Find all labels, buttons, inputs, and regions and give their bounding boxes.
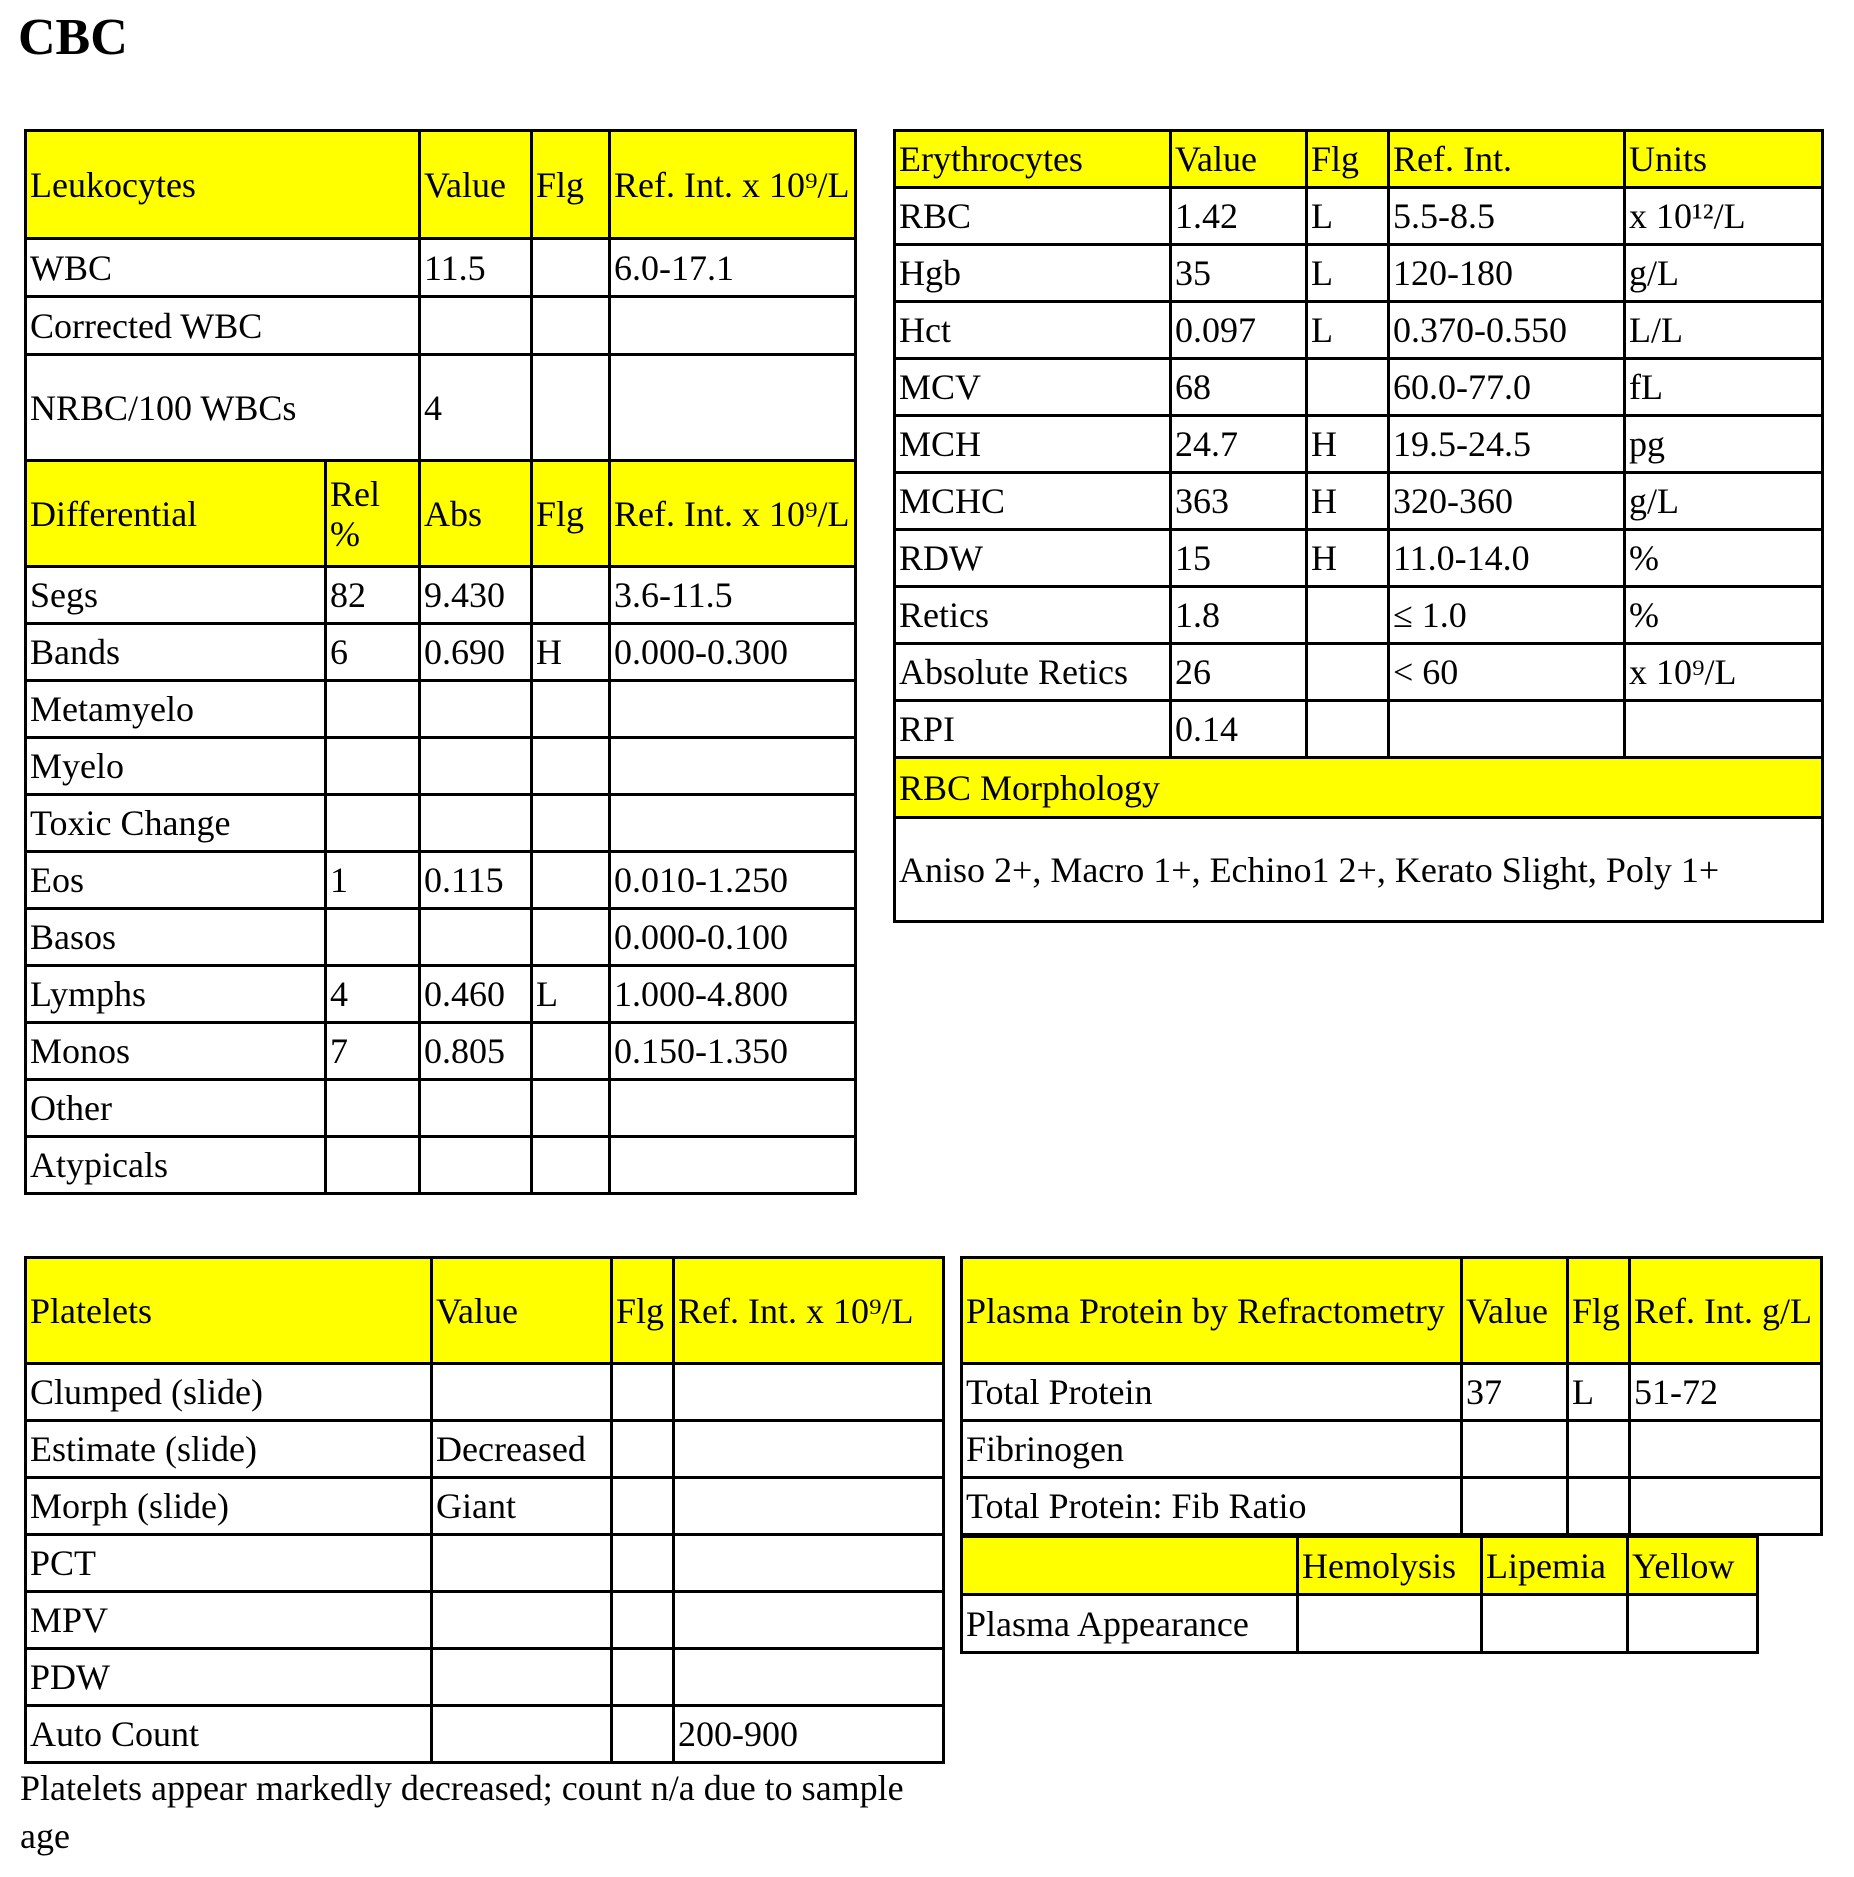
table-row [895,359,1823,416]
table-row [895,245,1823,302]
erythrocyte-value: 24.7 [1171,416,1307,473]
differential-ref: 0.000-0.300 [610,624,856,681]
erythrocyte-flag: H [1307,473,1389,530]
differential-ref [610,738,856,795]
page-title: CBC [18,9,128,66]
differential-flag: H [532,624,610,681]
plasma-protein-value: 37 [1462,1364,1568,1421]
yellow-header: Yellow [1628,1537,1758,1595]
platelet-flag [612,1592,674,1649]
differential-abs-header: Abs [420,461,532,567]
differential-name: Other [26,1080,326,1137]
platelet-ref [674,1535,944,1592]
differential-name: Bands [26,624,326,681]
differential-abs [420,681,532,738]
differential-ref [610,795,856,852]
leukocyte-ref [610,355,856,461]
table-row [26,1137,856,1194]
erythrocyte-flag [1307,701,1389,758]
plasma-appearance-table [960,1535,1759,1654]
platelet-flag [612,1421,674,1478]
leukocyte-value [420,297,532,355]
platelet-value: Decreased [432,1421,612,1478]
table-row [26,1649,944,1706]
differential-name: Metamyelo [26,681,326,738]
plasma-protein-flag-header: Flg [1568,1258,1630,1364]
erythrocyte-name: Hgb [895,245,1171,302]
erythrocyte-name: RPI [895,701,1171,758]
platelet-name: Auto Count [26,1706,432,1763]
plasma-protein-ref-header: Ref. Int. g/L [1630,1258,1822,1364]
differential-abs: 0.460 [420,966,532,1023]
erythrocyte-name: MCH [895,416,1171,473]
differential-flag [532,1023,610,1080]
erythrocyte-ref: 5.5-8.5 [1389,188,1625,245]
platelet-ref [674,1421,944,1478]
table-row [895,473,1823,530]
platelets-value-header: Value [432,1258,612,1364]
erythrocyte-units: x 10¹²/L [1625,188,1823,245]
platelet-flag [612,1364,674,1421]
platelet-value [432,1535,612,1592]
platelets-flag-header: Flg [612,1258,674,1364]
differential-ref [610,1080,856,1137]
platelet-ref: 200-900 [674,1706,944,1763]
plasma-protein-name: Fibrinogen [962,1421,1462,1478]
differential-rel: 1 [326,852,420,909]
erythrocyte-name: MCHC [895,473,1171,530]
platelets-ref-header: Ref. Int. x 10⁹/L [674,1258,944,1364]
differential-abs [420,738,532,795]
differential-name: Myelo [26,738,326,795]
table-row [26,1421,944,1478]
erythrocyte-units: pg [1625,416,1823,473]
differential-abs: 0.690 [420,624,532,681]
differential-rel: 6 [326,624,420,681]
platelets-header: Platelets [26,1258,432,1364]
leukocyte-ref: 6.0-17.1 [610,239,856,297]
differential-rel: 82 [326,567,420,624]
differential-rel [326,909,420,966]
differential-name: Segs [26,567,326,624]
leukocyte-flag [532,355,610,461]
platelet-name: PDW [26,1649,432,1706]
table-row [895,416,1823,473]
erythrocyte-value: 15 [1171,530,1307,587]
table-row [895,188,1823,245]
table-row [895,587,1823,644]
platelet-name: PCT [26,1535,432,1592]
erythrocyte-ref: 120-180 [1389,245,1625,302]
erythrocyte-name: Retics [895,587,1171,644]
erythrocytes-value-header: Value [1171,131,1307,188]
erythrocyte-ref: 11.0-14.0 [1389,530,1625,587]
table-row [26,624,856,681]
leukocyte-ref [610,297,856,355]
differential-rel-header: Rel % [326,461,420,567]
plasma-protein-flag: L [1568,1364,1630,1421]
table-row [26,738,856,795]
leukocytes-header-row [26,131,856,239]
table-row [962,1595,1758,1653]
plasma-protein-ref [1630,1421,1822,1478]
platelet-name: Clumped (slide) [26,1364,432,1421]
table-row [962,1364,1822,1421]
erythrocyte-units: fL [1625,359,1823,416]
erythrocyte-ref: < 60 [1389,644,1625,701]
differential-name: Basos [26,909,326,966]
differential-flag [532,795,610,852]
table-row [26,1364,944,1421]
platelet-ref [674,1364,944,1421]
hemolysis-header: Hemolysis [1298,1537,1482,1595]
leukocyte-name: Corrected WBC [26,297,420,355]
erythrocyte-units [1625,701,1823,758]
erythrocyte-flag: L [1307,302,1389,359]
differential-rel [326,681,420,738]
differential-rel [326,1137,420,1194]
lipemia-value [1482,1595,1628,1653]
differential-ref: 3.6-11.5 [610,567,856,624]
erythrocytes-units-header: Units [1625,131,1823,188]
differential-rel: 4 [326,966,420,1023]
differential-flag [532,1137,610,1194]
table-row [962,1421,1822,1478]
plasma-protein-ref [1630,1478,1822,1535]
erythrocyte-name: Hct [895,302,1171,359]
erythrocyte-value: 363 [1171,473,1307,530]
platelets-note: Platelets appear markedly decreased; count n/a due to sample age [20,1768,904,1856]
differential-flag [532,1080,610,1137]
differential-ref: 1.000-4.800 [610,966,856,1023]
erythrocyte-units: L/L [1625,302,1823,359]
erythrocyte-ref: 19.5-24.5 [1389,416,1625,473]
plasma-protein-table [960,1256,1823,1536]
table-row [26,1478,944,1535]
leukocytes-flag-header: Flg [532,131,610,239]
leukocyte-name: WBC [26,239,420,297]
rbc-morphology-header: RBC Morphology [895,758,1823,818]
table-row [26,681,856,738]
erythrocytes-header-row [895,131,1823,188]
differential-abs: 9.430 [420,567,532,624]
erythrocytes-table [893,129,1824,923]
erythrocytes-header: Erythrocytes [895,131,1171,188]
platelets-header-row [26,1258,944,1364]
platelet-value [432,1706,612,1763]
erythrocyte-flag: L [1307,188,1389,245]
table-row [26,1592,944,1649]
erythrocytes-ref-header: Ref. Int. [1389,131,1625,188]
differential-abs [420,909,532,966]
table-row [26,567,856,624]
erythrocyte-flag [1307,644,1389,701]
platelet-value: Giant [432,1478,612,1535]
plasma-appearance-header-row [962,1537,1758,1595]
erythrocyte-units: % [1625,530,1823,587]
differential-flag-header: Flg [532,461,610,567]
differential-name: Monos [26,1023,326,1080]
erythrocyte-flag: L [1307,245,1389,302]
erythrocyte-flag [1307,359,1389,416]
rbc-morphology-text: Aniso 2+, Macro 1+, Echino1 2+, Kerato Slight, Poly 1+ [895,818,1823,922]
platelet-name: Morph (slide) [26,1478,432,1535]
table-row [895,701,1823,758]
leukocytes-ref-header: Ref. Int. x 10⁹/L [610,131,856,239]
differential-ref [610,1137,856,1194]
differential-rel [326,1080,420,1137]
platelet-value [432,1364,612,1421]
platelet-value [432,1649,612,1706]
erythrocyte-units: % [1625,587,1823,644]
platelet-flag [612,1706,674,1763]
erythrocyte-value: 68 [1171,359,1307,416]
plasma-protein-flag [1568,1421,1630,1478]
erythrocyte-units: g/L [1625,245,1823,302]
erythrocyte-value: 1.42 [1171,188,1307,245]
differential-abs [420,1137,532,1194]
platelet-ref [674,1592,944,1649]
differential-name: Toxic Change [26,795,326,852]
platelet-name: Estimate (slide) [26,1421,432,1478]
differential-abs: 0.115 [420,852,532,909]
plasma-appearance-blank-header [962,1537,1298,1595]
erythrocyte-name: MCV [895,359,1171,416]
platelet-ref [674,1649,944,1706]
differential-ref: 0.000-0.100 [610,909,856,966]
leukocyte-flag [532,239,610,297]
differential-header-row [26,461,856,567]
differential-abs [420,1080,532,1137]
erythrocyte-value: 1.8 [1171,587,1307,644]
erythrocyte-name: Absolute Retics [895,644,1171,701]
erythrocyte-value: 0.14 [1171,701,1307,758]
table-row [26,966,856,1023]
leukocyte-value: 4 [420,355,532,461]
leukocytes-header: Leukocytes [26,131,420,239]
leukocyte-value: 11.5 [420,239,532,297]
plasma-protein-value [1462,1421,1568,1478]
table-row [895,530,1823,587]
table-row [962,1478,1822,1535]
leukocytes-table [24,129,857,1195]
table-row [895,302,1823,359]
table-row [26,795,856,852]
leukocytes-value-header: Value [420,131,532,239]
plasma-protein-value [1462,1478,1568,1535]
platelet-name: MPV [26,1592,432,1649]
erythrocyte-ref: 60.0-77.0 [1389,359,1625,416]
differential-ref [610,681,856,738]
plasma-protein-header: Plasma Protein by Refractometry [962,1258,1462,1364]
erythrocyte-value: 35 [1171,245,1307,302]
differential-flag: L [532,966,610,1023]
table-row [26,297,856,355]
differential-flag [532,738,610,795]
erythrocyte-ref: ≤ 1.0 [1389,587,1625,644]
lipemia-header: Lipemia [1482,1537,1628,1595]
platelet-value [432,1592,612,1649]
plasma-protein-name: Total Protein [962,1364,1462,1421]
platelet-flag [612,1478,674,1535]
plasma-protein-name: Total Protein: Fib Ratio [962,1478,1462,1535]
differential-header: Differential [26,461,326,567]
platelets-table [24,1256,945,1764]
differential-ref: 0.010-1.250 [610,852,856,909]
table-row [895,818,1823,922]
erythrocytes-flag-header: Flg [1307,131,1389,188]
erythrocyte-units: g/L [1625,473,1823,530]
erythrocyte-name: RDW [895,530,1171,587]
erythrocyte-flag [1307,587,1389,644]
table-row [26,355,856,461]
differential-ref: 0.150-1.350 [610,1023,856,1080]
erythrocyte-flag: H [1307,530,1389,587]
differential-flag [532,852,610,909]
table-row [26,852,856,909]
platelet-flag [612,1535,674,1592]
erythrocyte-ref [1389,701,1625,758]
plasma-appearance-label: Plasma Appearance [962,1595,1298,1653]
differential-flag [532,909,610,966]
platelet-flag [612,1649,674,1706]
differential-name: Atypicals [26,1137,326,1194]
erythrocyte-value: 0.097 [1171,302,1307,359]
platelet-ref [674,1478,944,1535]
erythrocyte-ref: 320-360 [1389,473,1625,530]
erythrocyte-units: x 10⁹/L [1625,644,1823,701]
yellow-value [1628,1595,1758,1653]
differential-rel: 7 [326,1023,420,1080]
table-row [26,1080,856,1137]
rbc-morphology-header-row [895,758,1823,818]
differential-rel [326,795,420,852]
differential-abs: 0.805 [420,1023,532,1080]
differential-rel [326,738,420,795]
plasma-protein-value-header: Value [1462,1258,1568,1364]
table-row [26,1023,856,1080]
differential-ref-header: Ref. Int. x 10⁹/L [610,461,856,567]
erythrocyte-value: 26 [1171,644,1307,701]
table-row [26,909,856,966]
erythrocyte-ref: 0.370-0.550 [1389,302,1625,359]
differential-name: Eos [26,852,326,909]
differential-flag [532,681,610,738]
table-row [26,1706,944,1763]
differential-flag [532,567,610,624]
hemolysis-value [1298,1595,1482,1653]
plasma-protein-header-row [962,1258,1822,1364]
erythrocyte-name: RBC [895,188,1171,245]
table-row [895,644,1823,701]
erythrocyte-flag: H [1307,416,1389,473]
differential-abs [420,795,532,852]
table-row [26,1535,944,1592]
plasma-protein-flag [1568,1478,1630,1535]
table-row [26,239,856,297]
plasma-protein-ref: 51-72 [1630,1364,1822,1421]
leukocyte-flag [532,297,610,355]
leukocyte-name: NRBC/100 WBCs [26,355,420,461]
differential-name: Lymphs [26,966,326,1023]
